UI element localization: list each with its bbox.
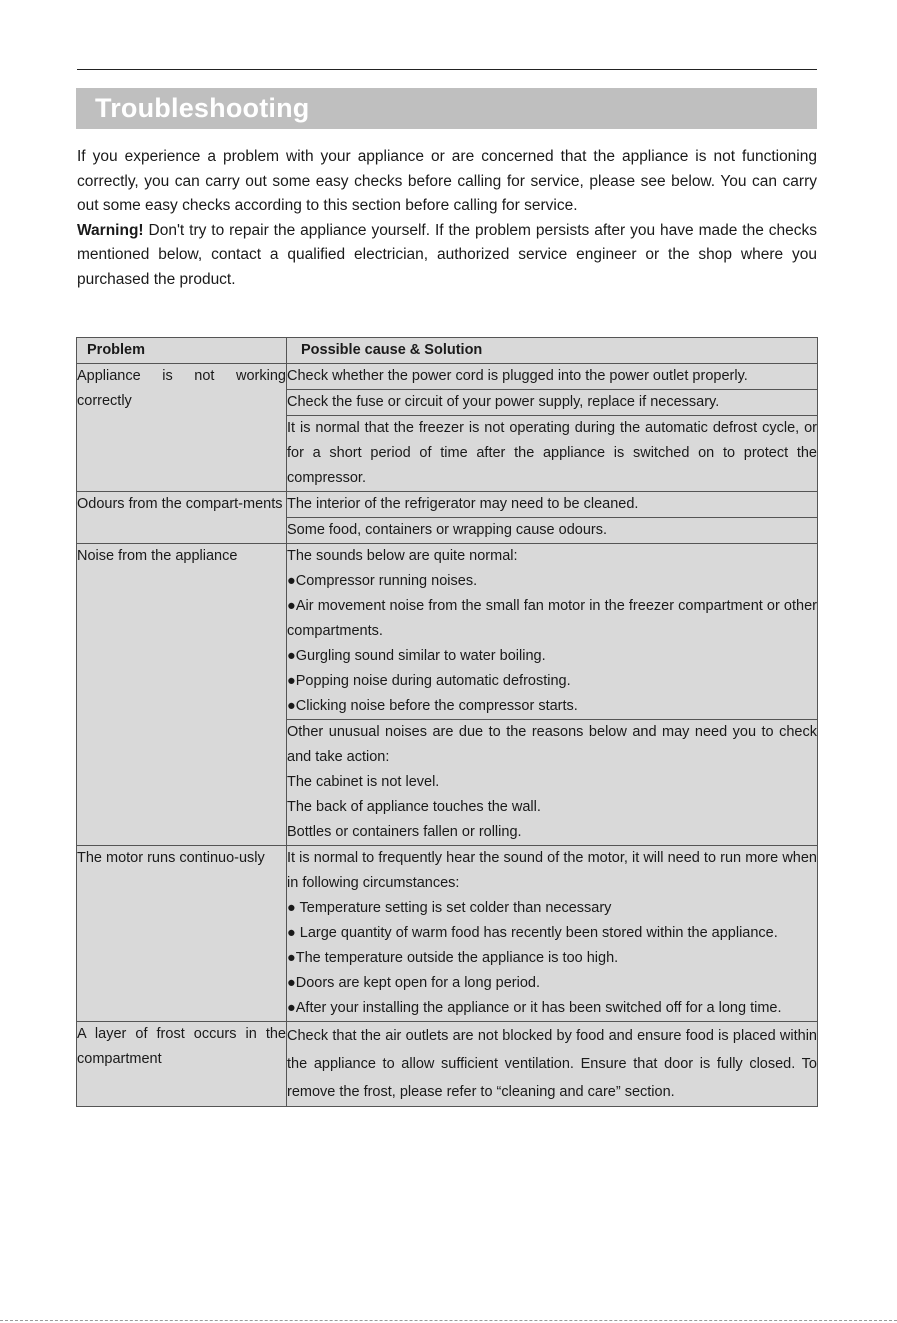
- solution-cell: [287, 518, 818, 544]
- solution-line: ● Large quantity of warm food has recently been stored within the appliance.: [287, 925, 778, 941]
- solution-line: ●The temperature outside the appliance is too high.: [287, 950, 619, 966]
- solution-line: Bottles or containers fallen or rolling.: [287, 824, 522, 840]
- solution-line: ●Compressor running noises.: [287, 573, 478, 589]
- solution-line: ●Gurgling sound similar to water boiling.: [287, 648, 546, 664]
- solution-line: ● Temperature setting is set colder than necessary: [287, 900, 612, 916]
- top-rule: [77, 69, 817, 70]
- solution-line: Some food, containers or wrapping cause odours.: [287, 522, 607, 538]
- problem-cell: Odours from the compart-ments: [77, 492, 287, 544]
- warning-label: Warning!: [77, 221, 144, 239]
- warning-text: Don't try to repair the appliance yourself. If the problem persists after you have made the checks mentioned below, contact a qualified electrician, authorized service engineer or the shop where you purchased the product.: [77, 221, 817, 288]
- problem-cell: Appliance is not working correctly: [77, 364, 287, 492]
- solution-line: It is normal to frequently hear the sound of the motor, it will need to run more when in following circumstances:: [287, 850, 817, 891]
- solution-cell: [287, 1022, 818, 1107]
- solution-line: Check whether the power cord is plugged into the power outlet properly.: [287, 368, 748, 384]
- solution-line: It is normal that the freezer is not operating during the automatic defrost cycle, or for a short period of time after the appliance is switched on to protect the compressor.: [287, 420, 817, 486]
- table-row: [77, 846, 818, 1022]
- solution-cell: [287, 544, 818, 720]
- title-bar: [76, 88, 817, 129]
- problem-cell: A layer of frost occurs in the compartment: [77, 1022, 287, 1107]
- solution-cell: [287, 364, 818, 390]
- solution-cell: [287, 416, 818, 492]
- intro-paragraph: If you experience a problem with your appliance or are concerned that the appliance is not functioning correctly, you can carry out some easy checks before calling for service, please see below. You can carry out some easy checks according to this section before calling for service.: [77, 148, 817, 214]
- solution-line: Other unusual noises are due to the reasons below and may need you to check and take action:: [287, 724, 817, 765]
- warning-paragraph: [77, 219, 817, 293]
- page-bottom-dashed-line: [0, 1320, 897, 1321]
- solution-line: The interior of the refrigerator may need to be cleaned.: [287, 496, 639, 512]
- solution-line: The sounds below are quite normal:: [287, 548, 518, 564]
- solution-cell: [287, 846, 818, 1022]
- troubleshooting-table: [76, 337, 818, 1107]
- solution-line: ●Clicking noise before the compressor starts.: [287, 698, 578, 714]
- solution-line: Check the fuse or circuit of your power supply, replace if necessary.: [287, 394, 720, 410]
- solution-cell: [287, 720, 818, 846]
- solution-line: ●Popping noise during automatic defrosting.: [287, 673, 571, 689]
- table-row: [77, 1022, 818, 1107]
- solution-line: The back of appliance touches the wall.: [287, 799, 541, 815]
- table-row: [77, 492, 818, 518]
- table-header-row: [77, 338, 818, 364]
- solution-line: ●After your installing the appliance or it has been switched off for a long time.: [287, 1000, 782, 1016]
- intro-text: [77, 145, 817, 292]
- problem-cell: The motor runs continuo-usly: [77, 846, 287, 1022]
- header-problem: Problem: [77, 338, 287, 364]
- problem-cell: Noise from the appliance: [77, 544, 287, 846]
- header-solution: Possible cause & Solution: [287, 338, 818, 364]
- solution-cell: [287, 390, 818, 416]
- page-title: Troubleshooting: [95, 93, 310, 123]
- table-row: [77, 364, 818, 390]
- solution-line: The cabinet is not level.: [287, 774, 440, 790]
- table-body: [77, 364, 818, 1107]
- table-row: [77, 544, 818, 720]
- solution-line: ●Doors are kept open for a long period.: [287, 975, 540, 991]
- solution-cell: [287, 492, 818, 518]
- solution-line: Check that the air outlets are not blocked by food and ensure food is placed within the appliance to allow sufficient ventilation. Ensure that door is fully closed. To remove the frost, please refer to “cleaning and care” section.: [287, 1028, 817, 1100]
- solution-line: ●Air movement noise from the small fan motor in the freezer compartment or other compartments.: [287, 598, 817, 639]
